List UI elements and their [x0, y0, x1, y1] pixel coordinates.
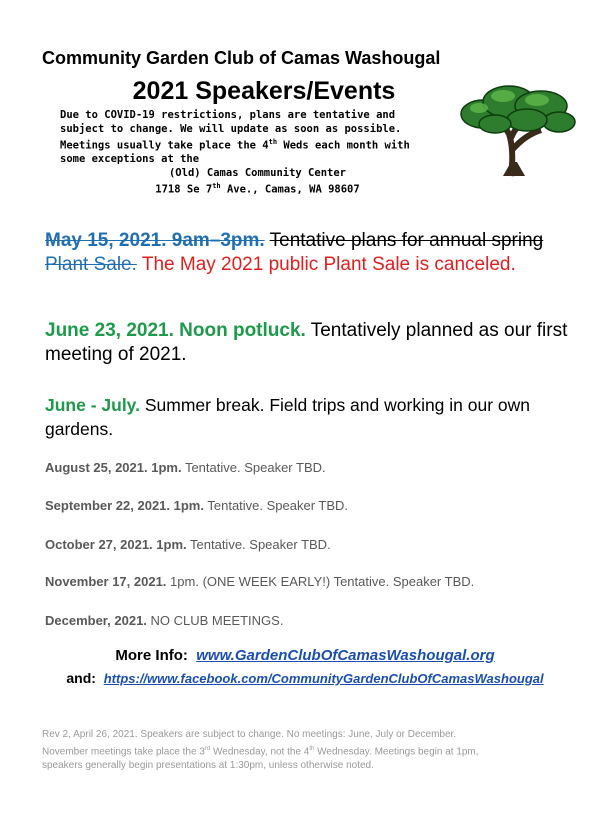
and-label: and: [66, 670, 96, 686]
event-dec [45, 613, 283, 628]
tree-icon [455, 80, 577, 178]
event-text: Tentative. Speaker TBD. [184, 460, 326, 475]
event-text: Plant Sale. [45, 254, 137, 275]
event-text: NO CLUB MEETINGS. [150, 613, 284, 628]
footer-line: Rev 2, April 26, 2021. Speakers are subject to change. No meetings: June, July or December. [42, 729, 457, 740]
website-link[interactable]: www.GardenClubOfCamasWashougal.org [196, 647, 495, 664]
footer-line: speakers generally begin presentations at 1:30pm, unless otherwise noted. [42, 760, 374, 772]
event-date: October 27, 2021. 1pm. [45, 537, 187, 552]
cancel-notice: The May 2021 public Plant Sale is canceled. [141, 254, 516, 275]
event-date: September 22, 2021. 1pm. [45, 498, 204, 513]
event-nov [45, 574, 474, 589]
more-info-label: More Info: [115, 647, 188, 664]
notice-line: subject to change. We will update as soon as possible. [60, 122, 402, 135]
event-date: June 23, 2021. Noon potluck. [45, 320, 306, 341]
facebook-link[interactable]: https://www.facebook.com/CommunityGardenClubOfCamasWashougal [103, 671, 544, 686]
event-aug [45, 460, 326, 475]
event-text: Tentative. Speaker TBD. [190, 537, 331, 552]
event-text: Summer break. Field trips and working in our own gardens. [45, 395, 531, 439]
club-name: Community Garden Club of Camas Washougal [42, 48, 441, 68]
facebook-info [0, 670, 610, 686]
notice-line: Meetings usually take place the 4th Weds each month with [60, 138, 410, 152]
venue-name: (Old) Camas Community Center [168, 166, 346, 179]
event-date: November 17, 2021. [45, 574, 167, 589]
revision-footer [42, 728, 562, 773]
event-date: June - July. [45, 395, 140, 415]
notice-line: Due to COVID-19 restrictions, plans are tentative and [60, 109, 396, 121]
event-date: May 15, 2021. 9am–3pm. [45, 230, 265, 251]
event-may [45, 229, 575, 277]
event-date: August 25, 2021. 1pm. [45, 460, 182, 475]
event-time: 1pm. [170, 574, 199, 589]
event-june [45, 319, 575, 367]
event-date: December, 2021. [45, 613, 147, 628]
page-title: 2021 Speakers/Events [132, 77, 396, 105]
more-info [0, 647, 610, 664]
event-note: (ONE WEEK EARLY!) [202, 574, 331, 589]
footer-line: November meetings take place the 3rd Wednesday, not the 4th Wednesday. Meetings begin at 1pm, [42, 746, 479, 758]
covid-notice [60, 109, 455, 197]
event-oct [45, 537, 331, 552]
event-text: Tentatively planned as our first meeting of 2021. [45, 320, 568, 365]
venue-address: 1718 Se 7th Ave., Camas, WA 98607 [155, 182, 360, 196]
event-text: Tentative plans for annual spring [269, 230, 544, 251]
event-summer [45, 393, 575, 441]
notice-line: some exceptions at the [60, 153, 200, 165]
event-text: Tentative. Speaker TBD. [207, 498, 349, 513]
event-text: Tentative. Speaker TBD. [333, 574, 475, 589]
event-sep [45, 498, 348, 513]
